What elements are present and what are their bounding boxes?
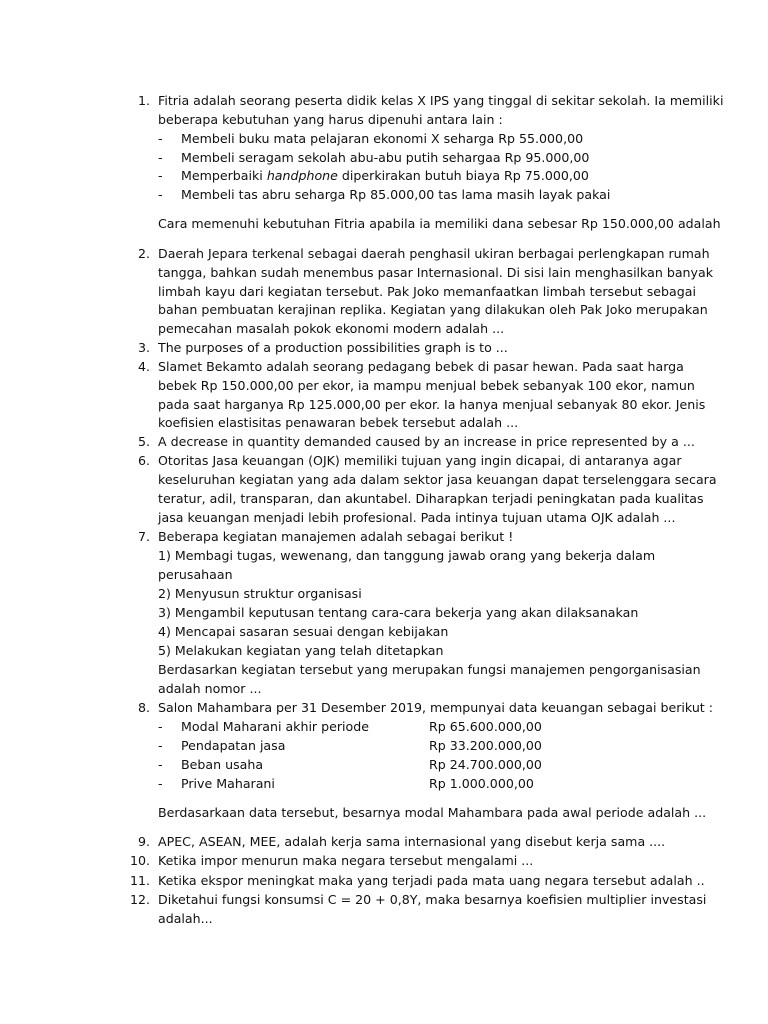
question-text-line: pemecahan masalah pokok ekonomi modern adalah ... [158,321,505,336]
question-text-line: 2) Menyusun struktur organisasi [158,586,362,601]
bullet-text: Membeli tas abru seharga Rp 85.000,00 tas lama masih layak pakai [181,187,611,202]
question-text-line: 4) Mencapai sasaran sesuai dengan kebijakan [158,624,449,639]
question-text-line: koefisien elastisitas penawaran bebek tersebut adalah ... [158,415,519,430]
question-text-line: Berdasarkan kegiatan tersebut yang merupakan fungsi manajemen pengorganisasian [158,662,701,677]
bullet-dash: - [158,131,163,146]
question-text-line: bebek Rp 150.000,00 per ekor, ia mampu menjual bebek sebanyak 100 ekor, namun [158,378,695,393]
financial-amount: Rp 1.000.000,00 [429,776,534,791]
financial-row [0,776,768,794]
question-text-line: The purposes of a production possibilities graph is to ... [158,340,508,355]
question-text-line: Daerah Jepara terkenal sebagai daerah penghasil ukiran berbagai perlengkapan rumah [158,246,710,261]
question-text-line: tangga, bahkan sudah menembus pasar Internasional. Di sisi lain menghasilkan banyak [158,265,713,280]
question-text-line: Ketika ekspor meningkat maka yang terjadi pada mata uang negara tersebut adalah .. [158,873,705,888]
financial-amount: Rp 65.600.000,00 [429,719,542,734]
bullet-text-part: diperkirakan butuh biaya Rp 75.000,00 [337,168,589,183]
bullet-item [0,131,768,149]
question-text-line: adalah... [158,911,213,926]
financial-label: Prive Maharani [181,776,275,791]
bullet-item [0,168,768,186]
bullet-item [0,187,768,205]
bullet-dash: - [158,776,163,791]
question-text-line: Beberapa kegiatan manajemen adalah sebagai berikut ! [158,529,514,544]
question-text-line: Slamet Bekamto adalah seorang pedagang bebek di pasar hewan. Pada saat harga [158,359,684,374]
financial-amount: Rp 33.200.000,00 [429,738,542,753]
question-text-line: beberapa kebutuhan yang harus dipenuhi antara lain : [158,112,503,127]
question-number: 12. [129,892,150,907]
question-number: 10. [129,853,150,868]
bullet-item [0,150,768,168]
question-number: 6. [137,453,150,468]
bullet-dash: - [158,187,163,202]
question-text-line: Otoritas Jasa keuangan (OJK) memiliki tujuan yang ingin dicapai, di antaranya agar [158,453,682,468]
question-closing: Cara memenuhi kebutuhan Fitria apabila ia memiliki dana sebesar Rp 150.000,00 adalah [158,216,721,231]
question-text-line: 3) Mengambil keputusan tentang cara-cara bekerja yang akan dilaksanakan [158,605,639,620]
question-text-line: limbah kayu dari kegiatan tersebut. Pak Joko memanfaatkan limbah tersebut sebagai [158,284,696,299]
question-number: 8. [137,700,150,715]
question-text-line: A decrease in quantity demanded caused by an increase in price represented by a ... [158,434,695,449]
question-text-line: jasa keuangan menjadi lebih profesional. Pada intinya tujuan utama OJK adalah ... [158,510,676,525]
bullet-dash: - [158,719,163,734]
question-text-line: perusahaan [158,567,233,582]
bullet-text [181,168,589,183]
question-number: 2. [137,246,150,261]
question-number: 1. [137,93,150,108]
question-text-line: 5) Melakukan kegiatan yang telah ditetapkan [158,643,444,658]
question-text-line: bahan pembuatan kerajinan replika. Kegiatan yang dilakukan oleh Pak Joko merupakan [158,302,708,317]
financial-label: Modal Maharani akhir periode [181,719,369,734]
question-text-line: Diketahui fungsi konsumsi C = 20 + 0,8Y, maka besarnya koefisien multiplier investasi [158,892,707,907]
question-text-line: Ketika impor menurun maka negara tersebut mengalami ... [158,853,534,868]
question-text-line: APEC, ASEAN, MEE, adalah kerja sama internasional yang disebut kerja sama .... [158,834,666,849]
question-text-line: teratur, adil, transparan, dan akuntabel. Diharapkan terjadi peningkatan pada kualitas [158,491,704,506]
bullet-text-italic: handphone [266,168,338,183]
financial-row [0,719,768,737]
question-number: 11. [129,873,150,888]
question-text-line: Fitria adalah seorang peserta didik kelas X IPS yang tinggal di sekitar sekolah. Ia memiliki [158,93,724,108]
financial-label: Beban usaha [181,757,264,772]
question-number: 3. [137,340,150,355]
question-number: 4. [137,359,150,374]
financial-row [0,757,768,775]
question-text-line: 1) Membagi tugas, wewenang, dan tanggung jawab orang yang bekerja dalam [158,548,656,563]
financial-label: Pendapatan jasa [181,738,286,753]
bullet-dash: - [158,738,163,753]
question-text-line: Salon Mahambara per 31 Desember 2019, mempunyai data keuangan sebagai berikut : [158,700,713,715]
bullet-dash: - [158,168,163,183]
question-text-line: pada saat harganya Rp 125.000,00 per ekor. Ia hanya menjual sebanyak 80 ekor. Jenis [158,397,706,412]
financial-amount: Rp 24.700.000,00 [429,757,542,772]
question-number: 9. [137,834,150,849]
question-number: 5. [137,434,150,449]
question-text-line: keseluruhan kegiatan yang ada dalam sektor jasa keuangan dapat terselenggara secara [158,472,717,487]
bullet-text: Membeli seragam sekolah abu-abu putih sehargaa Rp 95.000,00 [181,150,590,165]
financial-row [0,738,768,756]
question-text-line: adalah nomor ... [158,681,262,696]
bullet-text-part: Memperbaiki [181,168,267,183]
question-number: 7. [137,529,150,544]
question-closing: Berdasarkaan data tersebut, besarnya modal Mahambara pada awal periode adalah ... [158,805,707,820]
bullet-dash: - [158,757,163,772]
bullet-text: Membeli buku mata pelajaran ekonomi X seharga Rp 55.000,00 [181,131,584,146]
bullet-dash: - [158,150,163,165]
